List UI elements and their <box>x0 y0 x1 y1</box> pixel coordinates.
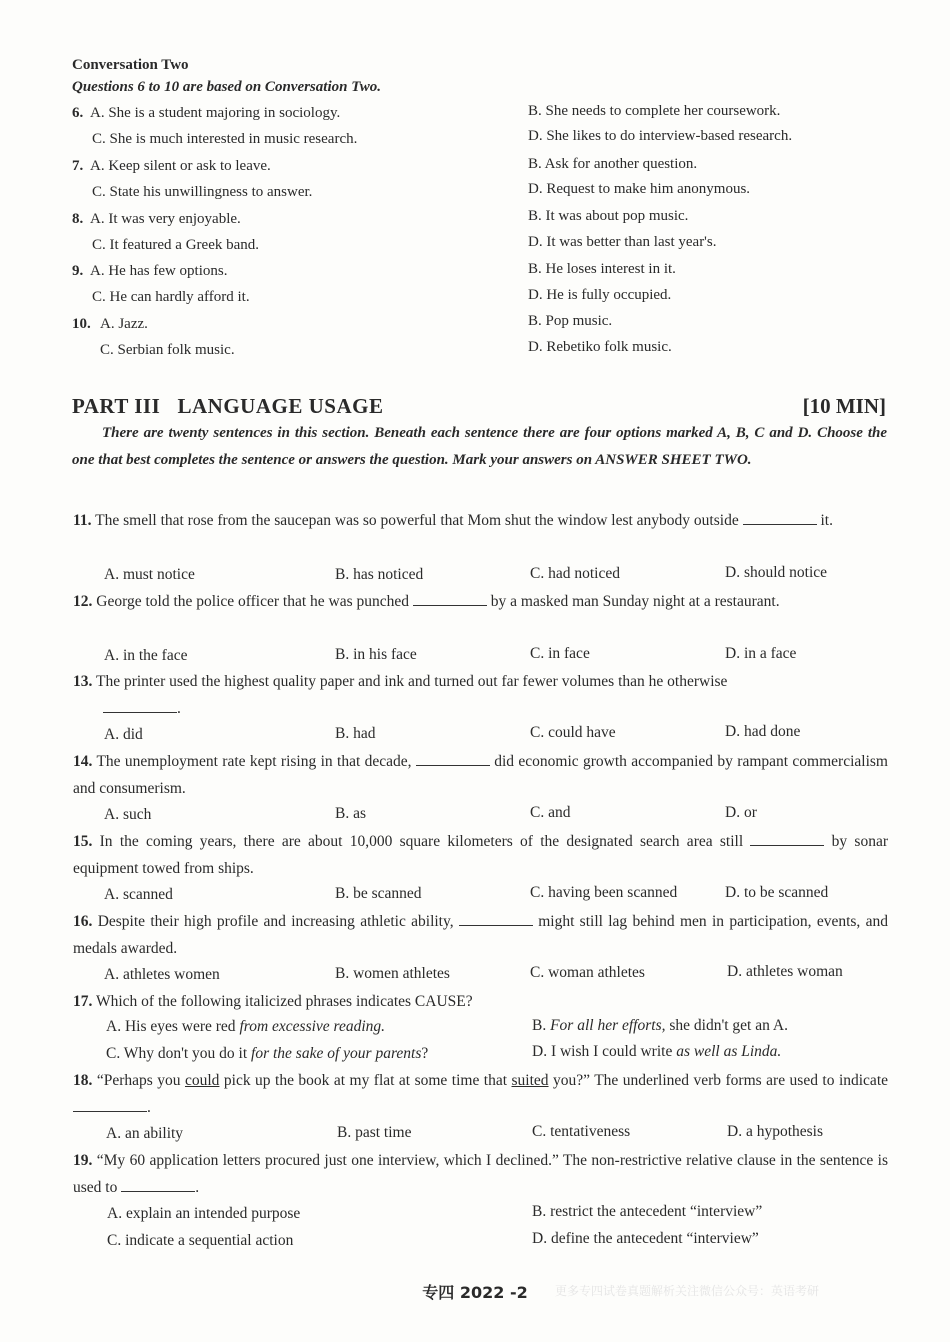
question-number: 10. <box>72 316 91 332</box>
question-text-end: might still lag behind men in participation, events, and medals awarded. <box>73 913 888 957</box>
question-period: . <box>147 1099 151 1116</box>
question-number: 11. <box>73 512 92 529</box>
answer-blank <box>413 591 487 606</box>
option-c: C. It featured a Greek band. <box>92 237 260 253</box>
question-text-end: by sonar equipment towed from ships. <box>73 833 889 877</box>
option-b-text: B. <box>532 1017 551 1034</box>
question-number: 12. <box>73 593 93 610</box>
option-c: C. He can hardly afford it. <box>92 289 250 305</box>
option-c: C. in face <box>530 645 590 662</box>
conversation-title: Conversation Two <box>72 57 189 73</box>
option-c-text-end: ? <box>421 1045 429 1062</box>
underlined-verb: could <box>184 1072 220 1089</box>
underlined-verb: suited <box>511 1072 549 1089</box>
option-a: A. in the face <box>104 647 188 664</box>
question-text-end: . <box>177 700 181 717</box>
option-c-italic: for the sake of your parents <box>251 1045 422 1062</box>
option-a: A. must notice <box>104 566 195 583</box>
question-14 <box>73 748 888 802</box>
option-d: D. Request to make him anonymous. <box>528 181 751 197</box>
answer-blank <box>121 1177 195 1192</box>
option-d: D. or <box>725 804 757 821</box>
option-a: A. She is a student majoring in sociology. <box>90 105 341 121</box>
question-period: . <box>195 1179 200 1196</box>
option-c-text: C. Why don't you do it <box>106 1045 252 1062</box>
option-d: D. Rebetiko folk music. <box>528 339 672 355</box>
option-d: D. to be scanned <box>725 884 829 901</box>
answer-blank <box>743 510 817 525</box>
option-a <box>106 1018 385 1036</box>
part-instruction: There are twenty sentences in this section. Beneath each sentence there are four options marked A, B, C and D. Choose the one that best completes the sentence or answers the question. Mark your answers on ANSWER SHEET TWO. <box>72 425 887 468</box>
question-18 <box>73 1067 888 1121</box>
question-number: 8. <box>72 211 84 227</box>
option-d: D. athletes woman <box>727 963 843 980</box>
option-a: A. explain an intended purpose <box>107 1205 301 1222</box>
option-c: C. State his unwillingness to answer. <box>92 184 313 200</box>
question-number: 7. <box>72 158 84 174</box>
option-d: D. a hypothesis <box>727 1123 824 1140</box>
watermark-text: 更多专四试卷真题解析关注微信公众号：英语考研 <box>555 1284 820 1298</box>
option-b: B. had <box>335 725 376 742</box>
option-a: A. He has few options. <box>90 263 228 279</box>
question-number: 17. <box>73 993 93 1010</box>
option-d <box>532 1043 781 1061</box>
question-text: Which of the following italicized phrases indicates CAUSE? <box>95 993 473 1010</box>
option-b: B. women athletes <box>335 965 450 982</box>
option-b: B. Ask for another question. <box>528 156 698 172</box>
question-text: “My 60 application letters procured just one interview, which I declined.” The non-restrictive relative clause in the sentence is used to <box>73 1152 888 1196</box>
question-text: “Perhaps you <box>96 1072 185 1089</box>
option-a-text: A. His eyes were red <box>106 1018 240 1035</box>
option-d: D. define the antecedent “interview” <box>532 1230 759 1247</box>
option-d: D. had done <box>725 723 801 740</box>
question-number: 9. <box>72 263 84 279</box>
answer-blank <box>416 751 490 766</box>
option-a-italic: from excessive reading. <box>239 1018 386 1035</box>
conversation-instruction: Questions 6 to 10 are based on Conversation Two. <box>72 79 382 95</box>
option-c: C. Serbian folk music. <box>100 342 235 358</box>
option-c <box>106 1045 428 1063</box>
option-a: A. Jazz. <box>100 316 148 332</box>
option-b: B. has noticed <box>335 566 424 583</box>
option-b <box>532 1017 788 1035</box>
question-number: 13. <box>73 673 93 690</box>
question-text-end: by a masked man Sunday night at a restaurant. <box>486 593 780 610</box>
question-number: 15. <box>73 833 93 850</box>
question-text: The smell that rose from the saucepan was so powerful that Mom shut the window lest anybody outside <box>95 512 743 529</box>
option-d-italic: as well as Linda. <box>676 1043 782 1060</box>
option-a: A. scanned <box>104 886 173 903</box>
answer-blank <box>73 1097 147 1112</box>
option-b: B. as <box>335 805 366 822</box>
option-c: C. tentativeness <box>532 1123 631 1140</box>
part-title: PART III LANGUAGE USAGE <box>72 394 384 418</box>
question-19 <box>73 1147 888 1201</box>
option-c: C. and <box>530 804 571 821</box>
option-d: D. She likes to do interview-based research. <box>528 128 793 144</box>
question-text-end: you?” The underlined verb forms are used to indicate <box>548 1072 888 1089</box>
option-b: B. Pop music. <box>528 313 613 329</box>
question-13 <box>73 668 888 722</box>
option-b: B. be scanned <box>335 885 422 902</box>
question-number: 14. <box>73 753 93 770</box>
question-number: 6. <box>72 105 84 121</box>
option-d-text: D. I wish I could write <box>532 1043 677 1060</box>
question-text: Despite their high profile and increasing athletic ability, <box>97 913 459 930</box>
option-a: A. did <box>104 726 143 743</box>
question-number: 16. <box>73 913 93 930</box>
option-b: B. in his face <box>335 646 417 663</box>
option-b: B. It was about pop music. <box>528 208 689 224</box>
question-number: 18. <box>73 1072 93 1089</box>
question-text: George told the police officer that he was punched <box>96 593 413 610</box>
option-b-text-end: she didn't get an A. <box>665 1017 788 1034</box>
option-c: C. having been scanned <box>530 884 678 901</box>
option-b: B. He loses interest in it. <box>528 261 676 277</box>
option-c: C. woman athletes <box>530 964 645 981</box>
part-header <box>72 394 886 420</box>
question-text-end: did economic growth accompanied by rampant commercialism and consumerism. <box>73 753 888 797</box>
option-a: A. Keep silent or ask to leave. <box>90 158 271 174</box>
part-time: [10 MIN] <box>802 394 886 418</box>
option-b: B. restrict the antecedent “interview” <box>532 1203 763 1220</box>
question-15 <box>73 828 888 882</box>
page-footer: 专四 2022 -2 <box>422 1283 528 1302</box>
option-d: D. He is fully occupied. <box>528 287 672 303</box>
question-16 <box>73 908 888 962</box>
option-a: A. such <box>104 806 152 823</box>
question-12 <box>73 588 888 615</box>
option-d: D. in a face <box>725 645 797 662</box>
option-c: C. could have <box>530 724 616 741</box>
question-text-end: it. <box>816 512 833 529</box>
option-b: B. She needs to complete her coursework. <box>528 103 781 119</box>
answer-blank <box>103 698 177 713</box>
question-text: In the coming years, there are about 10,000 square kilometers of the designated search area still <box>99 833 751 850</box>
question-text: The unemployment rate kept rising in that decade, <box>96 753 416 770</box>
question-text-mid: pick up the book at my flat at some time that <box>219 1072 512 1089</box>
question-text: The printer used the highest quality paper and ink and turned out far fewer volumes than he otherwise <box>95 673 728 690</box>
option-a: A. It was very enjoyable. <box>90 211 241 227</box>
question-11 <box>73 507 888 534</box>
option-a: A. athletes women <box>104 966 220 983</box>
option-c: C. indicate a sequential action <box>107 1232 294 1249</box>
question-number: 19. <box>73 1152 93 1169</box>
option-c: C. had noticed <box>530 565 620 582</box>
option-b-italic: For all her efforts, <box>550 1017 666 1034</box>
option-a: A. an ability <box>106 1125 184 1142</box>
option-c: C. She is much interested in music research. <box>92 131 358 147</box>
option-b: B. past time <box>337 1124 412 1141</box>
question-17 <box>73 988 888 1015</box>
option-d: D. should notice <box>725 564 828 581</box>
answer-blank <box>750 831 824 846</box>
answer-blank <box>459 911 533 926</box>
option-d: D. It was better than last year's. <box>528 234 717 250</box>
